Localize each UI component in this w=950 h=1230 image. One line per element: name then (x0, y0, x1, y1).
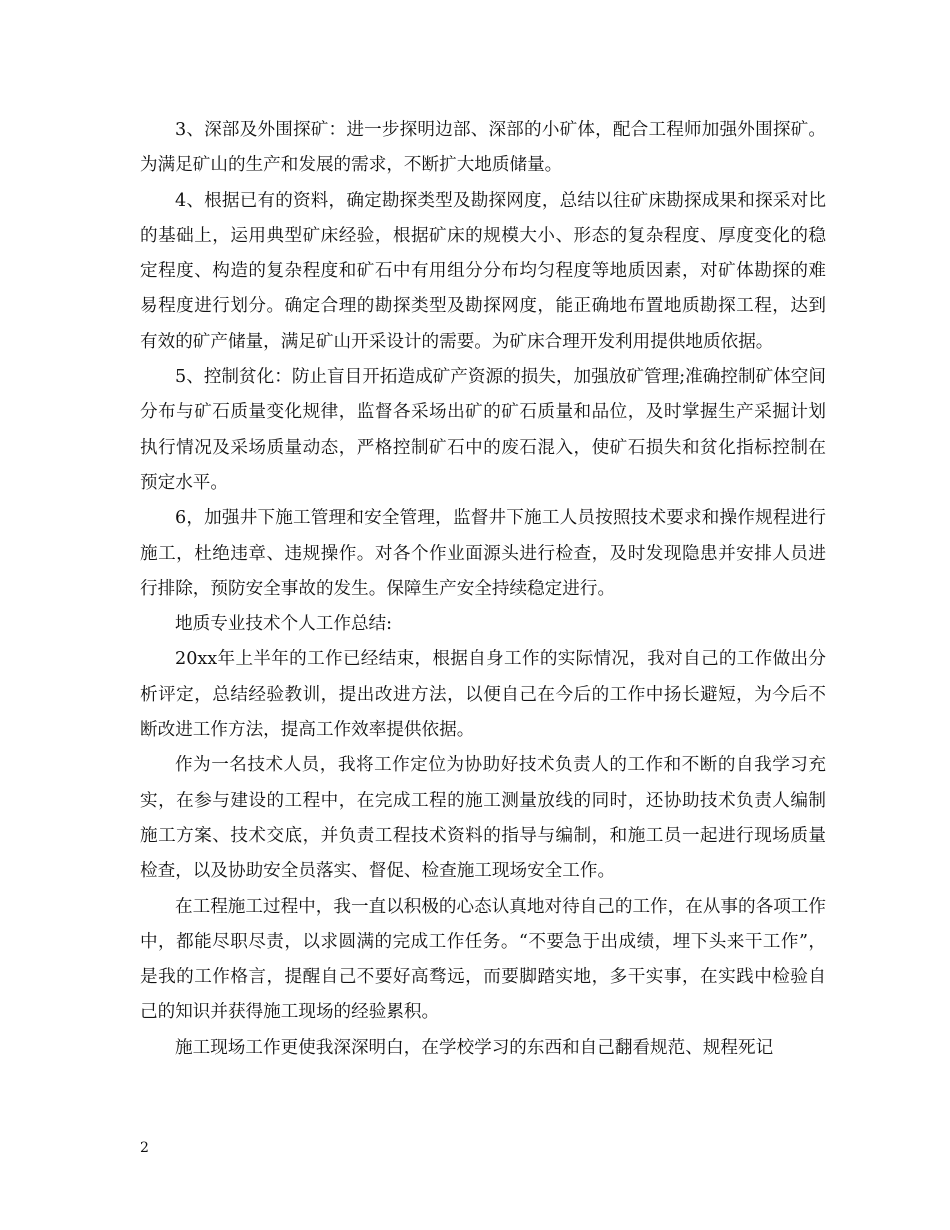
paragraph-item-4: 4、根据已有的资料，确定勘探类型及勘探网度，总结以往矿床勘探成果和探采对比的基础上，运用典型矿床经验，根据矿床的规模大小、形态的复杂程度、厚度变化的稳定程度、构造的复杂程度和矿石中有用组分分布均匀程度等地质因素，对矿体勘探的难易程度进行划分。确定合理的勘探类型及勘探网度，能正确地布置地质勘探工程，达到有效的矿产储量，满足矿山开采设计的需要。为矿床合理开发利用提供地质依据。 (140, 190, 826, 352)
paragraph-item-3: 3、深部及外围探矿：进一步探明边部、深部的小矿体，配合工程师加强外围探矿。为满足矿山的生产和发展的需求，不断扩大地质储量。 (140, 120, 826, 176)
page-number: 2 (140, 1140, 149, 1156)
paragraph-item-5: 5、控制贫化：防止盲目开拓造成矿产资源的损失，加强放矿管理;准确控制矿体空间分布与矿石质量变化规律，监督各采场出矿的矿石质量和品位，及时掌握生产采掘计划执行情况及采场质量动态，严格控制矿石中的废石混入，使矿石损失和贫化指标控制在预定水平。 (140, 367, 826, 493)
summary-paragraph-attitude: 在工程施工过程中，我一直以积极的心态认真地对待自己的工作，在从事的各项工作中，都能尽职尽责，以求圆满的完成工作任务。“不要急于出成绩，埋下头来干工作”，是我的工作格言，提醒自己不要好高骛远，而要脚踏实地，多干实事，在实践中检验自己的知识并获得施工现场的经验累积。 (140, 896, 826, 1023)
paragraph-item-6: 6，加强井下施工管理和安全管理，监督井下施工人员按照技术要求和操作规程进行施工，杜绝违章、违规操作。对各个作业面源头进行检查，及时发现隐患并安排人员进行排除，预防安全事故的发生。保障生产安全持续稳定进行。 (140, 508, 826, 599)
document-body (140, 113, 826, 1066)
summary-paragraph-intro: 20xx年上半年的工作已经结束，根据自身工作的实际情况，我对自己的工作做出分析评定，总结经验教训，提出改进方法，以便自己在今后的工作中扬长避短，为今后不断改进工作方法，提高工作效率提供依据。 (140, 649, 826, 741)
summary-paragraph-continued: 施工现场工作更使我深深明白，在学校学习的东西和自己翻看规范、规程死记 (175, 1037, 774, 1058)
section-heading: 地质专业技术个人工作总结: (175, 614, 393, 635)
summary-paragraph-role: 作为一名技术人员，我将工作定位为协助好技术负责人的工作和不断的自我学习充实，在参与建设的工程中，在完成工程的施工测量放线的同时，还协助技术负责人编制施工方案、技术交底，并负责工程技术资料的指导与编制，和施工员一起进行现场质量检查，以及协助安全员落实、督促、检查施工现场安全工作。 (140, 755, 826, 882)
